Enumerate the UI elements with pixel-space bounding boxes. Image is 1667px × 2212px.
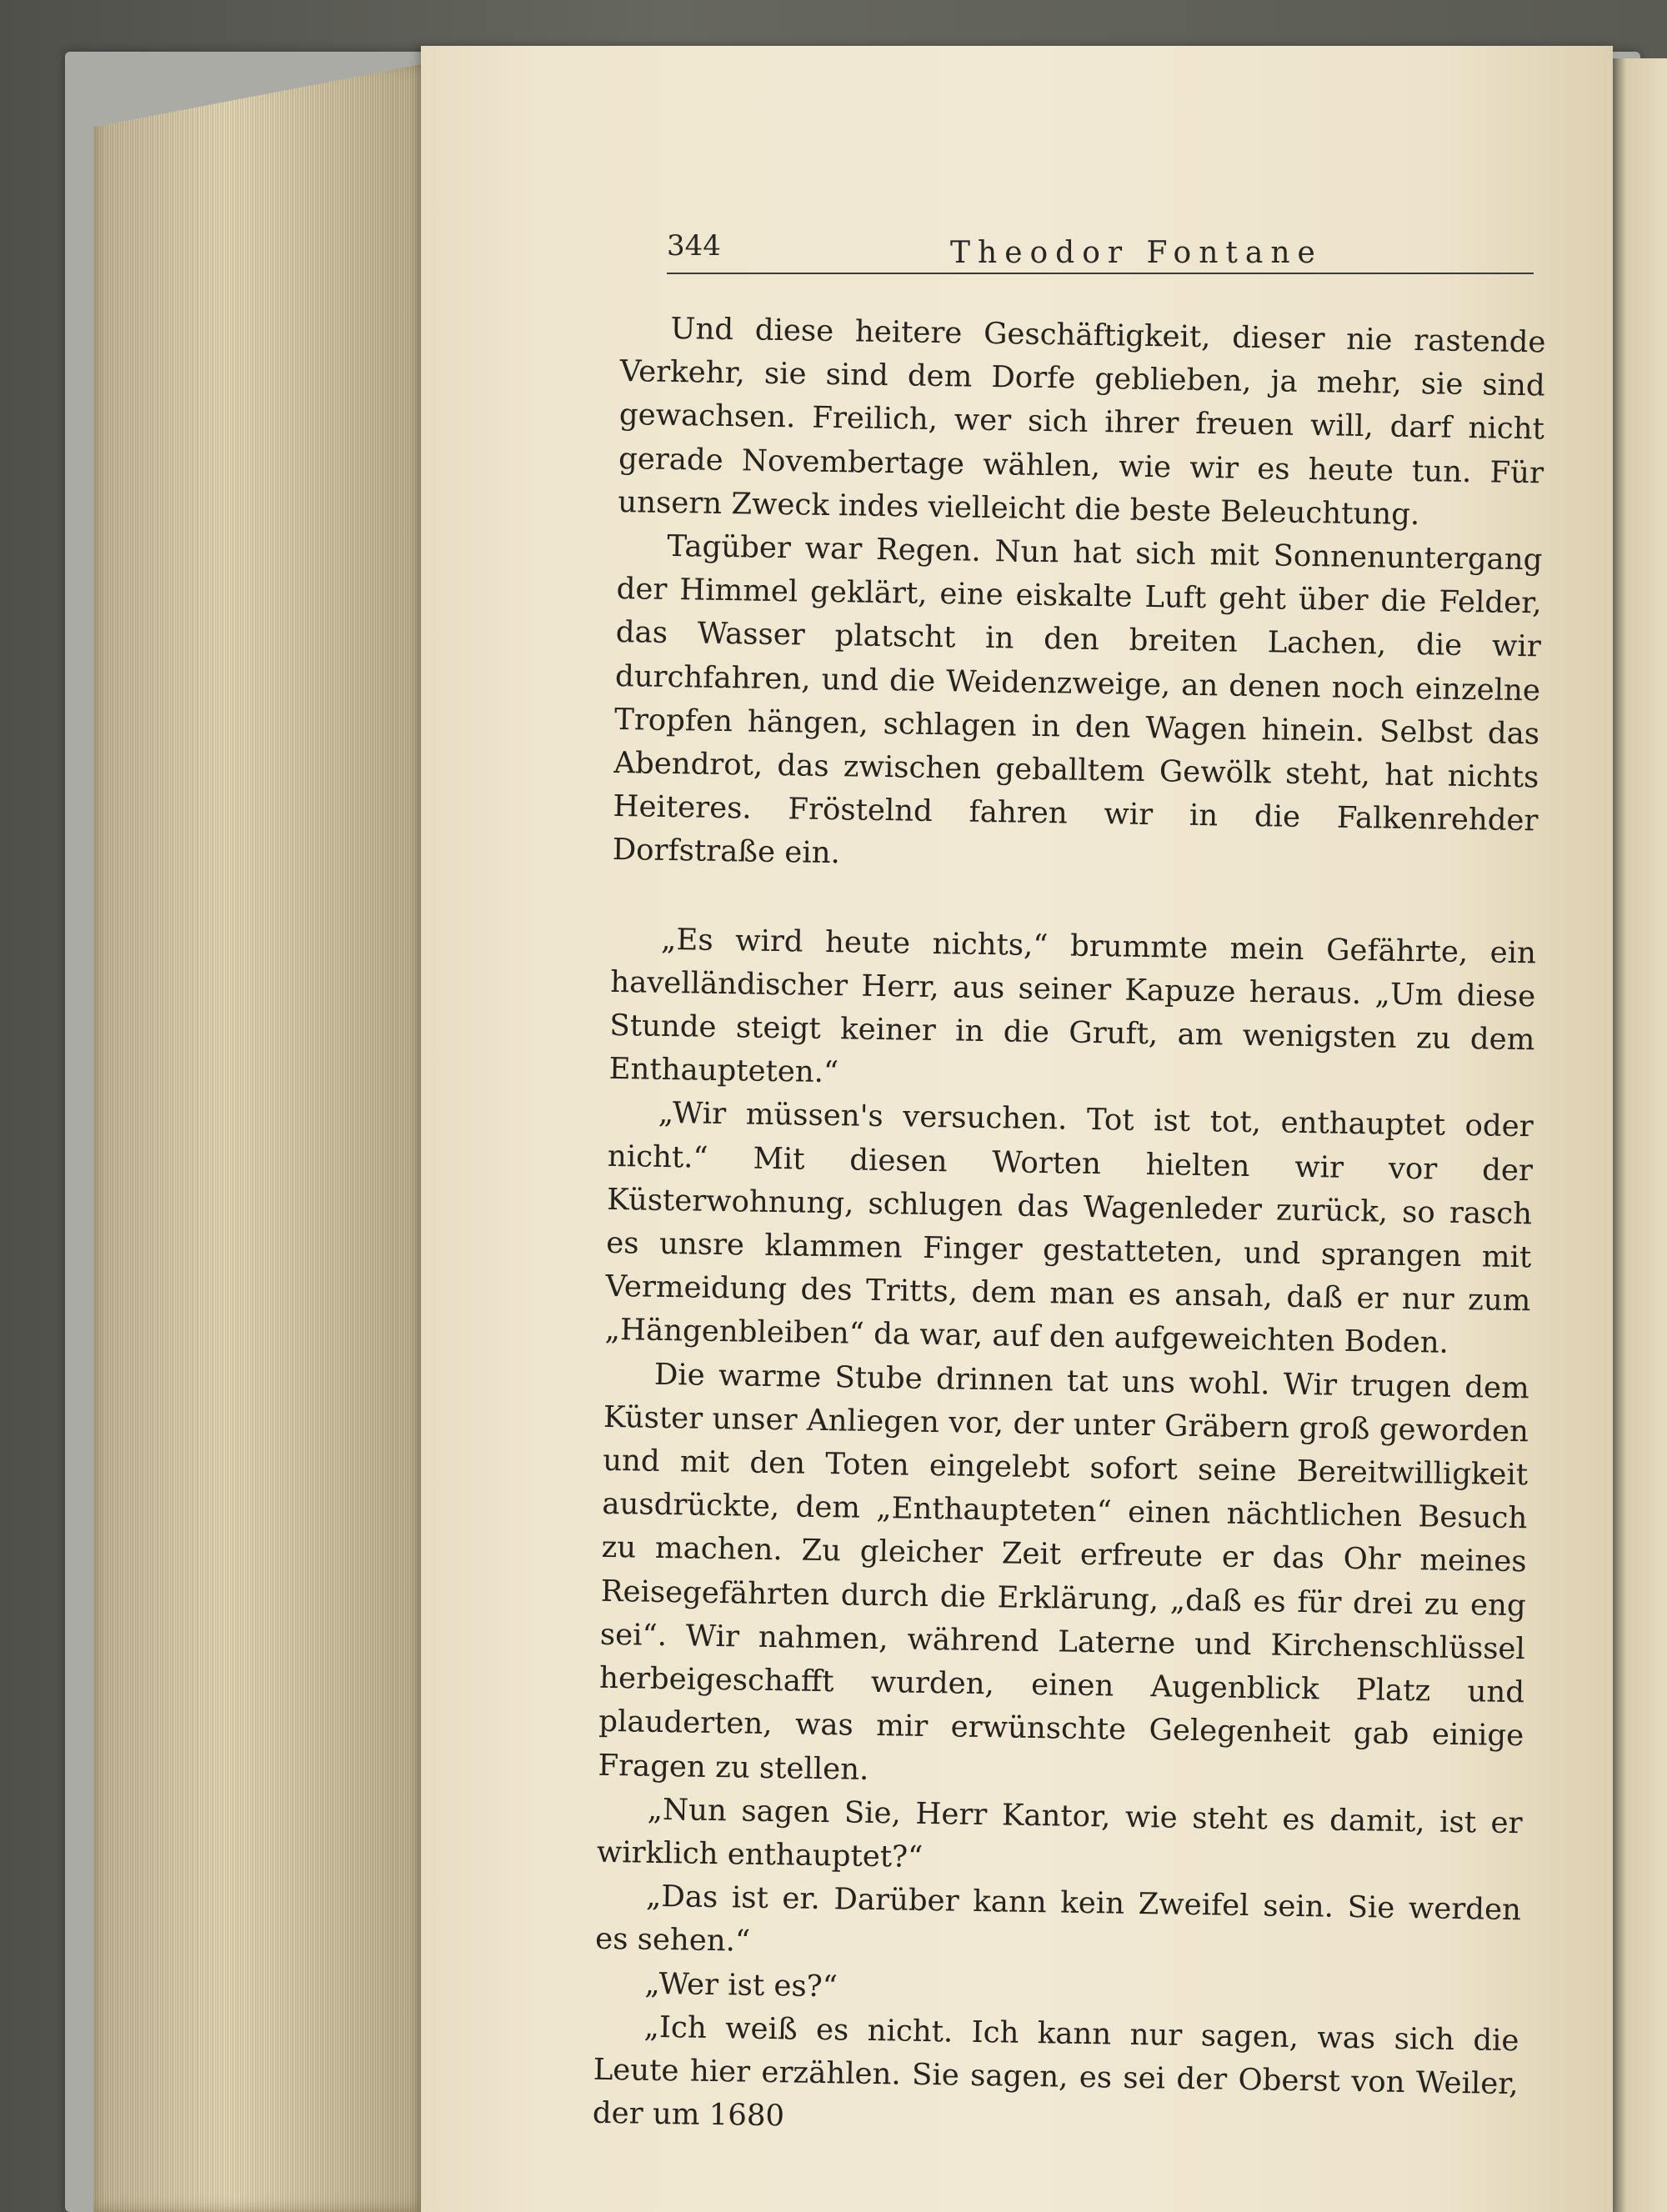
page-number: 344	[667, 229, 721, 263]
paragraph: „Es wird heute nichts,“ brummte mein Gefährte, ein havelländischer Herr, aus seiner Kapuze heraus. „Um diese Stunde steigt keiner in die Gruft, am wenigsten zu dem Enthaupteten.“	[608, 922, 1537, 1090]
paragraph: Tagüber war Regen. Nun hat sich mit Sonnenuntergang der Himmel geklärt, eine eiskalte Luft geht über die Felder, das Wasser platscht in den breiten Lachen, die wir durchfahren, und die Weidenzweige, an denen noch einzelne Tropfen hängen, schlagen in den Wagen hinein. Selbst das Abendrot, das zwischen geballtem Gewölk steht, hat nichts Heiteres. Fröstelnd fahren wir in die Falkenrehder Dorfstraße ein.	[612, 528, 1543, 871]
paragraph: „Nun sagen Sie, Herr Kantor, wie steht es damit, ist er wirklich enthauptet?“	[596, 1792, 1523, 1874]
paragraph: „Wer ist es?“	[644, 1966, 839, 2004]
paragraph: „Ich weiß es nicht. Ich kann nur sagen, was sich die Leute hier erzählen. Sie sagen, es sei der Oberst von Weiler, der um 1680	[592, 2009, 1519, 2134]
paragraph: „Wir müssen's versuchen. Tot ist tot, enthauptet oder nicht.“ Mit diesen Worten hielten wir vor der Küsterwohnung, schlugen das Wagenleder zurück, so rasch es unsre klammen Finger gestatteten, und sprangen mit Vermeidung des Tritts, dem man es ansah, daß er nur zum „Hängenbleiben“ da war, auf den aufgeweichten Boden.	[604, 1096, 1534, 1361]
running-title: Theodor Fontane	[950, 236, 1323, 270]
paragraph: Und diese heitere Geschäftigkeit, dieser nie rastende Verkehr, sie sind dem Dorfe geblieben, ja mehr, sie sind gewachsen. Freilich, wer sich ihrer freuen will, darf nicht gerade Novembertage wählen, wie wir es heute tun. Für unsern Zweck indes vielleicht die beste Beleuchtung.	[617, 311, 1546, 532]
running-head	[667, 219, 1534, 278]
page-edges-shading	[93, 63, 431, 2212]
facing-page-edge	[1613, 58, 1667, 2212]
paragraph: „Das ist er. Darüber kann kein Zweifel sein. Sie werden es sehen.“	[594, 1879, 1522, 1959]
paragraph: Die warme Stube drinnen tat uns wohl. Wir trugen dem Küster unser Anliegen vor, der unter Gräbern groß geworden und mit den Toten eingelebt sofort seine Bereitwilligkeit ausdrückte, dem „Enthaupteten“ einen nächtlichen Besuch zu machen. Zu gleicher Zeit erfreute er das Ohr meines Reisegefährten durch die Erklärung, „daß es für drei zu eng sei“. Wir nahmen, während Laterne und Kirchenschlüssel herbeigeschafft wurden, einen Augenblick Platz und plauderten, was mir erwünschte Gelegenheit gab einige Fragen zu stellen.	[598, 1357, 1530, 1787]
header-rule	[667, 273, 1534, 274]
body-text	[593, 307, 1546, 2149]
